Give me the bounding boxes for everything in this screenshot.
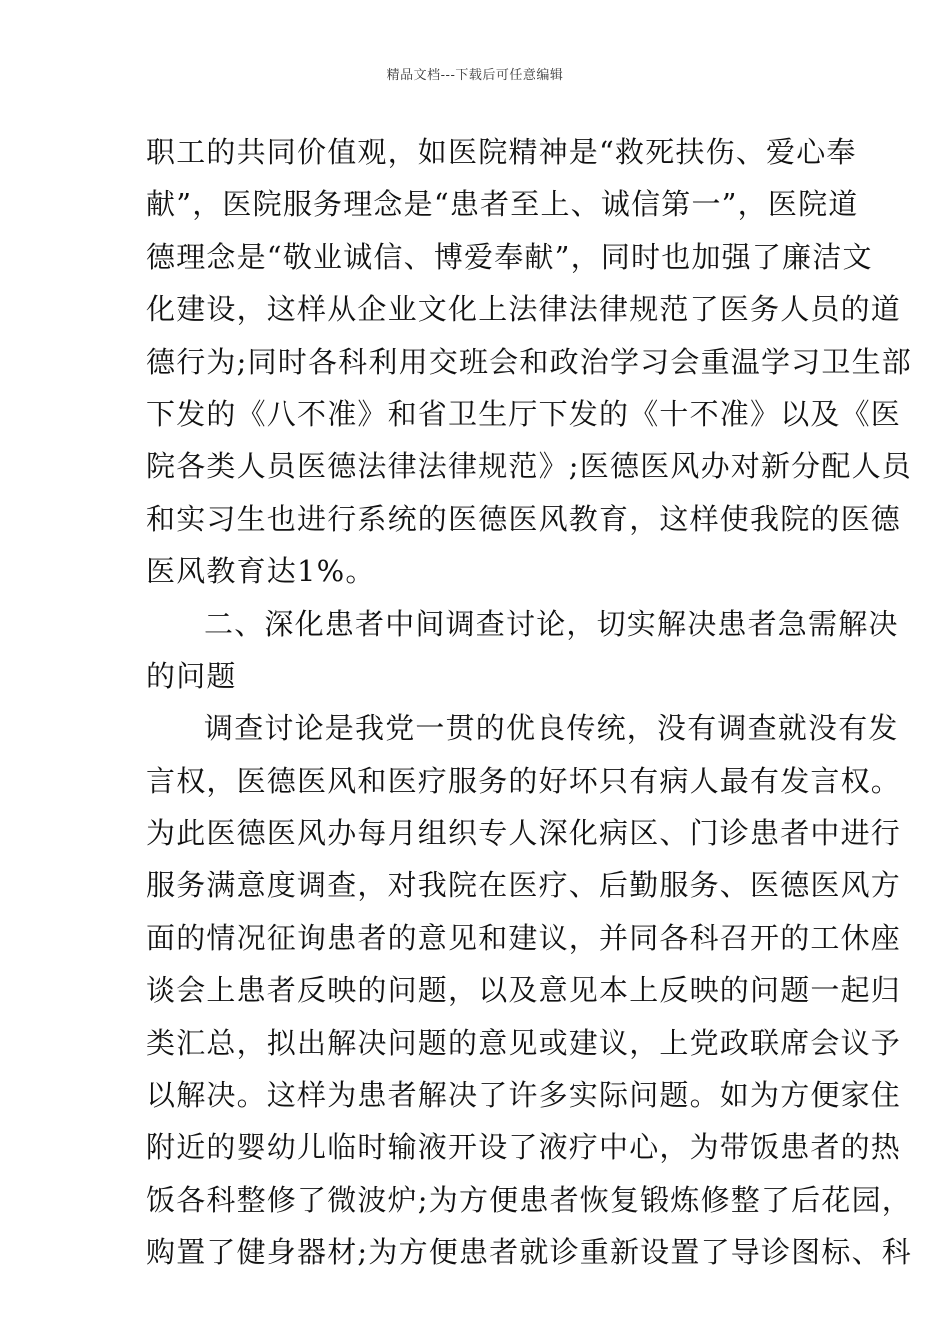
text-line: 和实习生也进行系统的医德医风教育，这样使我院的医德 (146, 501, 902, 536)
text-line: 职工的共同价值观，如医院精神是“救死扶伤、爱心奉 (146, 135, 857, 169)
text-line: 言权，医德医风和医疗服务的好坏只有病人最有发言权。 (146, 763, 902, 798)
text-line: 德行为;同时各科利用交班会和政治学习会重温学习卫生部 (146, 344, 912, 379)
text-line: 购置了健身器材;为方便患者就诊重新设置了导诊图标、科 (146, 1235, 912, 1270)
text-line: 化建设，这样从企业文化上法律法律规范了医务人员的道 (146, 292, 902, 327)
text-line: 服务满意度调查，对我院在医疗、后勤服务、医德医风方 (146, 868, 902, 903)
text-line: 以解决。这样为患者解决了许多实际问题。如为方便家住 (146, 1078, 902, 1113)
text-line: 德理念是“敬业诚信、博爱奉献”，同时也加强了廉洁文 (146, 239, 873, 274)
text-line: 献”，医院服务理念是“患者至上、诚信第一”，医院道 (146, 187, 859, 222)
text-line: 类汇总，拟出解决问题的意见或建议，上党政联席会议予 (146, 1025, 902, 1060)
paragraph-start-line: 调查讨论是我党一贯的优良传统，没有调查就没有发 (204, 711, 899, 746)
text-line: 医风教育达1%。 (146, 554, 376, 589)
text-line: 为此医德医风办每月组织专人深化病区、门诊患者中进行 (146, 816, 902, 851)
text-line: 院各类人员医德法律法律规范》;医德医风办对新分配人员 (146, 449, 912, 484)
text-line: 面的情况征询患者的意见和建议，并同各科召开的工休座 (146, 920, 902, 955)
text-line: 下发的《八不准》和省卫生厅下发的《十不准》以及《医 (146, 396, 902, 431)
text-line: 饭各科整修了微波炉;为方便患者恢复锻炼修整了后花园， (146, 1182, 912, 1217)
page-header: 精品文档---下载后可任意编辑 (386, 68, 564, 83)
document-body (146, 126, 912, 1279)
text-line: 谈会上患者反映的问题，以及意见本上反映的问题一起归 (146, 973, 902, 1008)
section-heading: 二、深化患者中间调查讨论，切实解决患者急需解决 (204, 606, 899, 641)
text-line: 附近的婴幼儿临时输液开设了液疗中心，为带饭患者的热 (146, 1130, 902, 1165)
section-heading-continued: 的问题 (146, 658, 237, 693)
